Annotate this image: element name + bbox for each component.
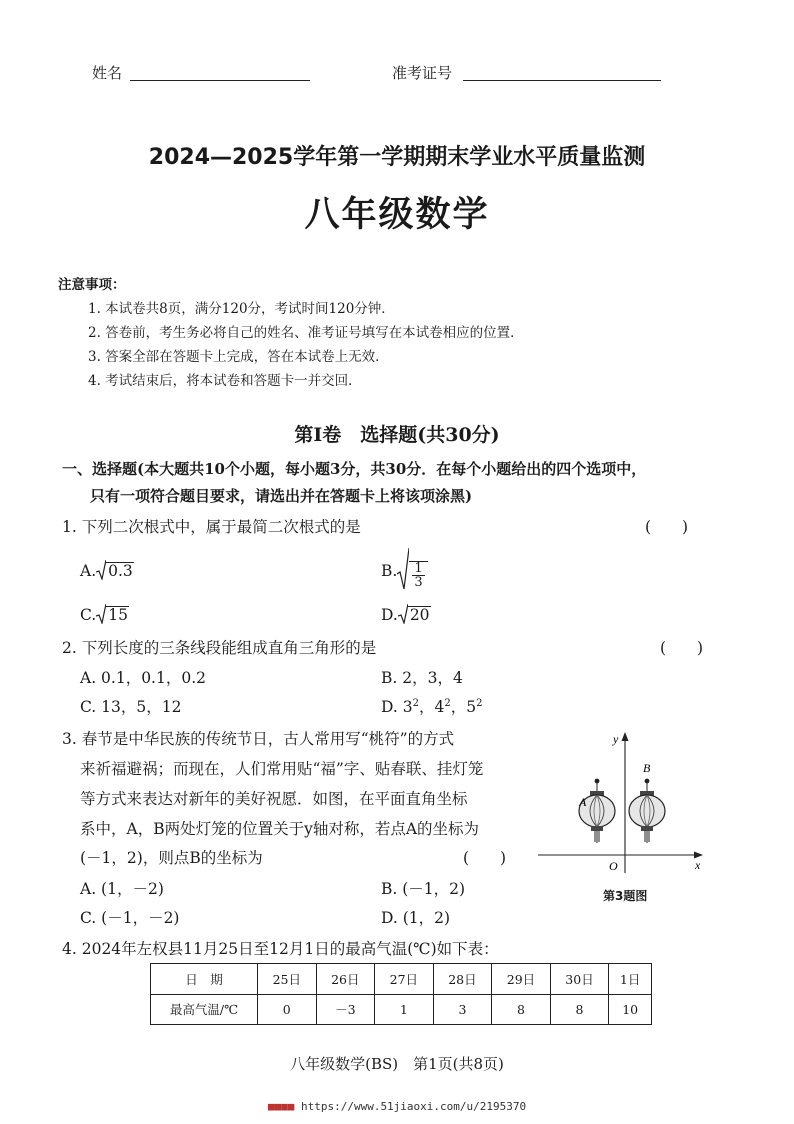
q3-option-b: B. (－1，2) <box>381 880 466 898</box>
watermark-logo: ■■■■ <box>267 1100 295 1113</box>
sqrt-icon <box>96 604 106 624</box>
name-label: 姓名 <box>92 64 123 82</box>
sqrt-icon <box>397 548 409 590</box>
q1-option-b <box>381 548 428 590</box>
radical <box>398 604 431 624</box>
watermark-url: https://www.51jiaoxi.com/u/2195370 <box>300 1100 527 1113</box>
table-cell: 25日 <box>258 964 317 995</box>
radicand: 15 <box>108 605 128 624</box>
section-title: 第Ⅰ卷 选择题(共30分) <box>294 424 500 446</box>
note-item: 3. 答案全部在答题卡上完成，答在本试卷上无效． <box>88 349 389 365</box>
sqrt-icon <box>96 560 106 580</box>
exam-title: 2024—2025学年第一学期期末学业水平质量监测 <box>148 145 646 170</box>
question-1-answer-paren: ( ) <box>645 518 689 536</box>
table-row <box>151 964 652 995</box>
table-cell: 3 <box>433 994 492 1025</box>
page-footer: 八年级数学(BS) 第1页(共8页) <box>290 1055 504 1073</box>
section-instruction-line1: 一、选择题(本大题共10个小题，每小题3分，共30分．在每个小题给出的四个选项中， <box>62 460 647 478</box>
table-cell: 29日 <box>492 964 551 995</box>
separator: ， <box>418 698 435 716</box>
option-label: B. <box>381 562 398 580</box>
table-cell: 10 <box>609 994 652 1025</box>
question-3-stem-line: 来祈福避祸；而现在，人们常用贴“福”字、贴春联、挂灯笼 <box>80 760 484 778</box>
name-blank-line <box>130 80 310 81</box>
separator: ， <box>450 698 467 716</box>
y-axis-label: y <box>613 732 619 746</box>
x-axis-label: x <box>695 858 701 872</box>
question-2-answer-paren: ( ) <box>660 639 704 657</box>
table-header-cell: 最高气温/℃ <box>151 994 258 1025</box>
table-cell: 26日 <box>316 964 375 995</box>
q3-option-d: D. (1，2) <box>381 909 451 927</box>
exponent: 2 <box>412 697 419 709</box>
question-1-stem: 1. 下列二次根式中，属于最简二次根式的是 <box>62 518 361 536</box>
option-label: D. <box>381 606 398 624</box>
q1-option-c <box>80 604 129 624</box>
lantern-b-icon <box>629 779 665 843</box>
option-label: A. <box>80 562 97 580</box>
question-3-stem-line: 3. 春节是中华民族的传统节日，古人常用写“桃符”的方式 <box>62 730 455 748</box>
section-instruction-line2: 只有一项符合题目要求，请选出并在答题卡上将该项涂黑) <box>90 487 473 505</box>
term-base: 3 <box>402 698 413 716</box>
figure-caption: 第3题图 <box>603 889 648 903</box>
table-cell: 1 <box>375 994 434 1025</box>
q1-option-d <box>381 604 431 624</box>
note-item: 1. 本试卷共8页，满分120分，考试时间120分钟． <box>88 301 395 317</box>
question-3-stem-line: 系中，A，B两处灯笼的位置关于y轴对称，若点A的坐标为 <box>80 820 480 838</box>
q3-option-a: A. (1，－2) <box>80 880 164 898</box>
temperature-table <box>150 963 652 1025</box>
q2-option-d <box>381 695 483 717</box>
table-cell: 8 <box>492 994 551 1025</box>
sqrt-icon <box>398 604 408 624</box>
radicand: 0.3 <box>108 561 133 580</box>
term-base: 4 <box>434 698 445 716</box>
table-row <box>151 994 652 1025</box>
q2-option-a: A. 0.1，0.1，0.2 <box>80 669 206 687</box>
exponent: 2 <box>444 697 451 709</box>
table-header-cell: 日 期 <box>151 964 258 995</box>
radical <box>397 548 427 590</box>
watermark <box>0 1100 794 1113</box>
point-b-label: B <box>643 761 651 775</box>
table-cell: 0 <box>258 994 317 1025</box>
exponent: 2 <box>476 697 483 709</box>
origin-label: O <box>609 859 618 873</box>
table-cell: 1日 <box>609 964 652 995</box>
table-cell: 28日 <box>433 964 492 995</box>
question-3-stem-line: 等方式来表达对新年的美好祝愿．如图，在平面直角坐标 <box>80 790 468 808</box>
lantern-a-icon <box>579 779 615 843</box>
radical <box>96 560 134 580</box>
table-cell: 30日 <box>550 964 609 995</box>
notes-heading: 注意事项： <box>58 277 126 293</box>
question-2-stem: 2. 下列长度的三条线段能组成直角三角形的是 <box>62 639 377 657</box>
subject-title: 八年级数学 <box>304 195 490 235</box>
numerator: 1 <box>414 560 423 576</box>
exam-id-blank-line <box>463 80 661 81</box>
question-3-answer-paren: ( ) <box>463 849 507 867</box>
q3-option-c: C. (－1，－2) <box>80 909 180 927</box>
exam-id-label: 准考证号 <box>392 64 453 82</box>
point-a-label: A <box>579 795 587 809</box>
q1-option-a <box>80 560 134 580</box>
table-cell: 8 <box>550 994 609 1025</box>
fraction <box>409 561 427 590</box>
option-label: D. <box>381 698 403 716</box>
note-item: 4. 考试结束后，将本试卷和答题卡一并交回． <box>88 373 362 389</box>
note-item: 2. 答卷前，考生务必将自己的姓名、准考证号填写在本试卷相应的位置． <box>88 325 524 341</box>
table-cell: －3 <box>316 994 375 1025</box>
question-3-stem-line: (－1，2)，则点B的坐标为 <box>80 849 263 867</box>
radicand: 20 <box>409 605 430 624</box>
question-4-stem: 4. 2024年左权县11月25日至12月1日的最高气温(℃)如下表： <box>62 940 499 958</box>
y-axis-arrow-icon <box>622 732 629 741</box>
option-label: C. <box>80 606 97 624</box>
q3-coordinate-figure <box>535 725 710 885</box>
table-cell: 27日 <box>375 964 434 995</box>
q2-option-c: C. 13，5，12 <box>80 698 182 716</box>
q2-option-b: B. 2，3，4 <box>381 669 463 687</box>
denominator: 3 <box>414 575 423 591</box>
radical <box>96 604 129 624</box>
term-base: 5 <box>466 698 477 716</box>
